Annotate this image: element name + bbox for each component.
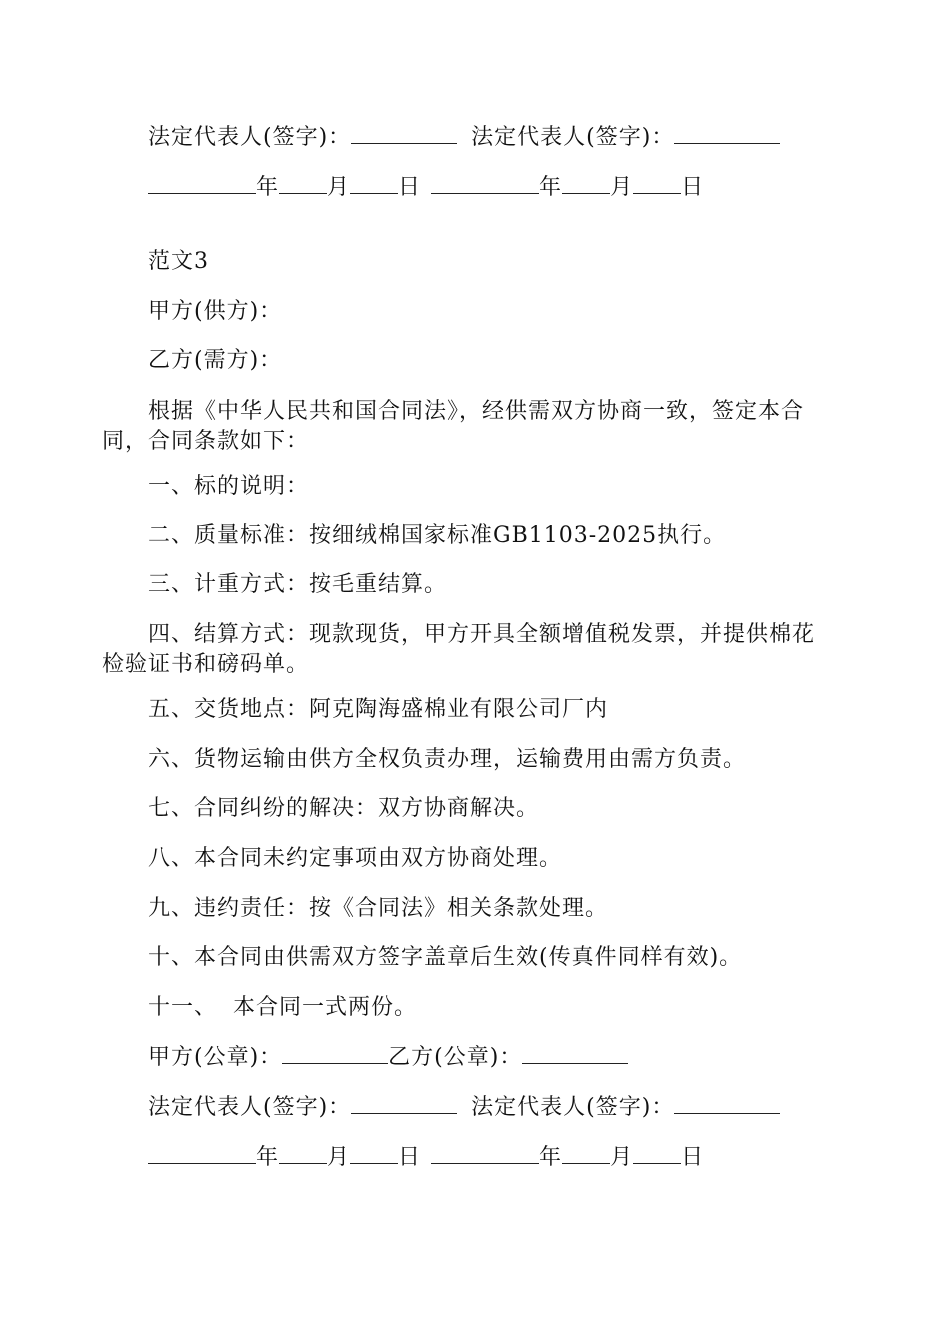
day-label-c: 日 [398,1145,422,1170]
signature-blank-a-bottom [351,1093,457,1114]
seal-line [148,1043,628,1073]
year-blank-c [148,1143,256,1164]
year-blank-b [431,173,539,194]
year-blank-d [431,1143,539,1164]
clause-1: 一、标的说明： [148,474,310,499]
day-label-a: 日 [398,175,422,200]
day-label-b: 日 [681,175,705,200]
rep-label-a: 法定代表人(签字)： [148,125,352,150]
intro-line-1: 根据《中华人民共和国合同法》，经供需双方协商一致，签定本合 [148,399,805,424]
clause-3: 三、计重方式：按毛重结算。 [148,572,448,597]
party-b-label: 乙方(需方)： [148,348,283,373]
day-blank-a [350,173,398,194]
month-blank-b [562,173,610,194]
month-label-b: 月 [610,175,634,200]
top-date-line [148,173,704,203]
rep-label-b: 法定代表人(签字)： [471,125,675,150]
seal-blank-b [522,1043,628,1064]
day-blank-c [350,1143,398,1164]
bottom-signature-line [148,1093,780,1123]
intro-paragraph [102,397,854,457]
seal-blank-a [282,1043,388,1064]
seal-label-b: 乙方(公章)： [388,1045,523,1070]
month-label-a: 月 [327,175,351,200]
day-blank-d [633,1143,681,1164]
bottom-date-line [148,1143,704,1173]
month-blank-a [279,173,327,194]
clause-4-line-2: 检验证书和磅码单。 [102,652,310,677]
day-label-d: 日 [681,1145,705,1170]
clause-6: 六、货物运输由供方全权负责办理，运输费用由需方负责。 [148,747,747,772]
year-label-d: 年 [539,1145,563,1170]
month-blank-c [279,1143,327,1164]
section-title: 范文3 [148,249,209,274]
clause-9: 九、违约责任：按《合同法》相关条款处理。 [148,896,609,921]
signature-blank-b [674,123,780,144]
intro-line-2: 同，合同条款如下： [102,429,310,454]
clause-10: 十、本合同由供需双方签字盖章后生效(传真件同样有效)。 [148,945,743,970]
clause-7: 七、合同纠纷的解决：双方协商解决。 [148,796,540,821]
clause-11: 十一、 本合同一式两份。 [148,995,417,1020]
seal-label-a: 甲方(公章)： [148,1045,283,1070]
month-label-d: 月 [610,1145,634,1170]
month-blank-d [562,1143,610,1164]
clause-4-line-1: 四、结算方式：现款现货，甲方开具全额增值税发票，并提供棉花 [148,622,816,647]
clause-8: 八、本合同未约定事项由双方协商处理。 [148,846,563,871]
rep-label-a-bottom: 法定代表人(签字)： [148,1095,352,1120]
year-label-a: 年 [256,175,280,200]
clause-2: 二、质量标准：按细绒棉国家标准GB1103-2025执行。 [148,523,727,548]
day-blank-b [633,173,681,194]
rep-label-b-bottom: 法定代表人(签字)： [471,1095,675,1120]
year-blank-a [148,173,256,194]
signature-blank-a [351,123,457,144]
signature-blank-b-bottom [674,1093,780,1114]
month-label-c: 月 [327,1145,351,1170]
clause-4 [102,620,854,680]
top-signature-line [148,123,780,153]
year-label-b: 年 [539,175,563,200]
party-a-label: 甲方(供方)： [148,299,283,324]
clause-5: 五、交货地点：阿克陶海盛棉业有限公司厂内 [148,697,609,722]
year-label-c: 年 [256,1145,280,1170]
